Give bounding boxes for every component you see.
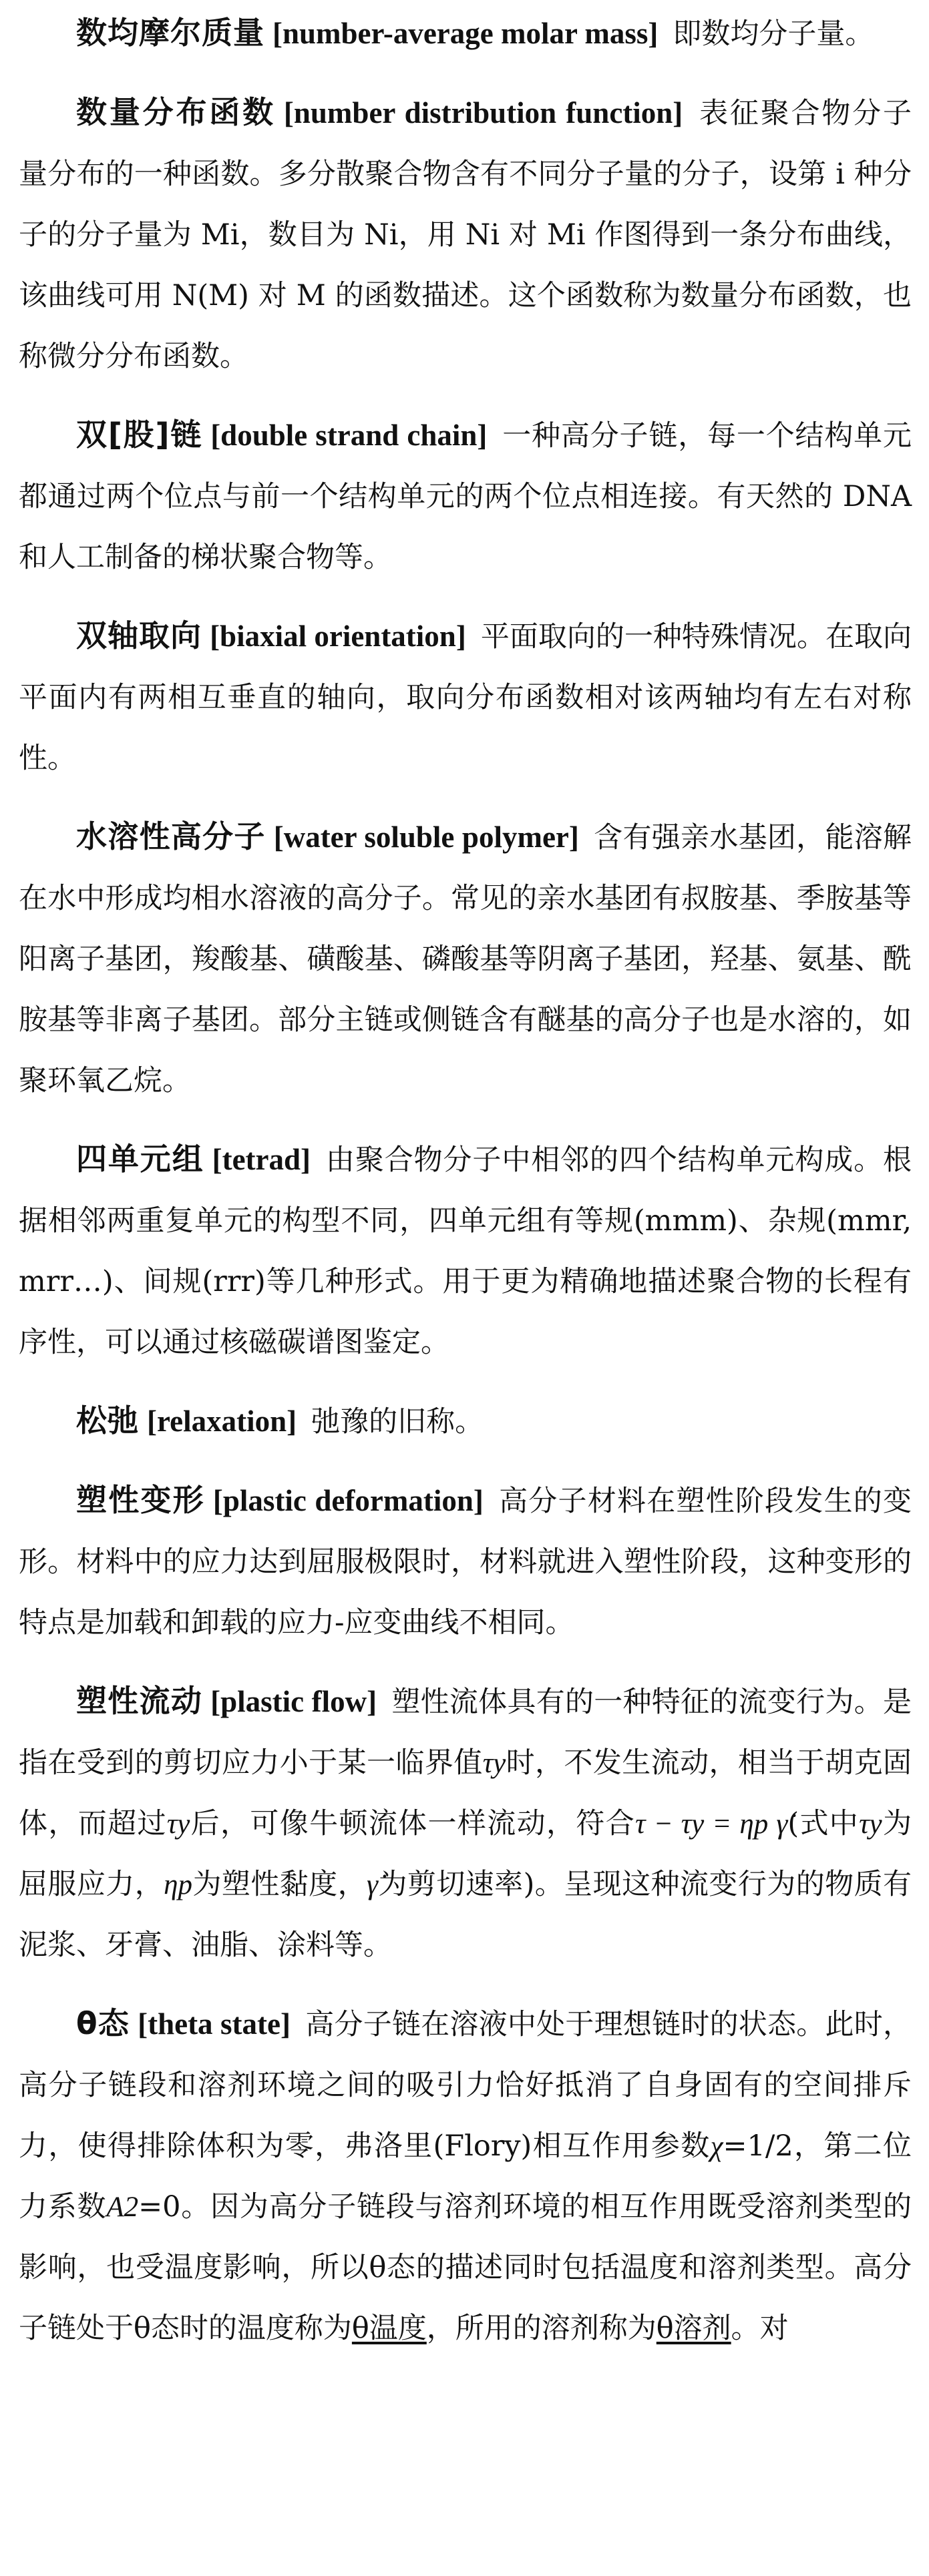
entry-plastic-flow (19, 1671, 912, 1976)
entry-english: [double strand chain] (210, 419, 488, 452)
entry-definition-text: 。对 (731, 2312, 789, 2345)
entry-english: [plastic flow] (210, 1685, 377, 1718)
entry-term: 塑性流动 (76, 1683, 203, 1719)
entry-term: 数量分布函数 (76, 94, 276, 130)
entry-biaxial-orientation (19, 605, 912, 789)
plastic-viscosity-symbol: ηp (164, 1869, 193, 1900)
entry-term: 水溶性高分子 (76, 818, 266, 854)
entry-english: [relaxation] (147, 1404, 297, 1438)
entry-definition: 高分子材料在塑性阶段发生的变形。材料中的应力达到屈服极限时，材料就进入塑性阶段，这种变形的特点是加载和卸载的应力-应变曲线不相同。 (19, 1485, 912, 1639)
entry-definition-text: 为塑性黏度， (192, 1868, 367, 1901)
yield-stress-symbol: τy (482, 1748, 506, 1779)
entry-english: [number distribution function] (283, 96, 683, 130)
flory-parameter-symbol: χ (710, 2131, 723, 2162)
entry-definition-text: 时，不发生流动，相当于胡克固体，而超过 (19, 1746, 912, 1840)
entry-definition-text: 后，可像牛顿流体一样流动，符合 (190, 1807, 636, 1840)
entry-double-strand-chain (19, 405, 912, 588)
plastic-flow-equation: τ − τy = ηp γ̇ (635, 1808, 788, 1840)
entry-term: 双[股]链 (76, 417, 203, 453)
entry-definition: 即数均分子量。 (673, 17, 874, 51)
entry-english: [water soluble polymer] (273, 820, 579, 854)
entry-number-distribution-function (19, 82, 912, 387)
entry-definition: 一种高分子链，每一个结构单元都通过两个位点与前一个结构单元的两个位点相连接。有天然的 DNA 和人工制备的梯状聚合物等。 (19, 419, 912, 574)
entry-definition: 平面取向的一种特殊情况。在取向平面内有两相互垂直的轴向，取向分布函数相对该两轴均有左右对称性。 (19, 620, 912, 775)
theta-temperature-term: θ温度 (351, 2312, 427, 2345)
entry-english: [number-average molar mass] (272, 17, 659, 50)
entry-term: 塑性变形 (76, 1482, 205, 1518)
entry-theta-state (19, 1993, 912, 2359)
second-virial-coefficient-symbol: A2 (106, 2192, 139, 2223)
entry-tetrad (19, 1129, 912, 1373)
entry-definition: 由聚合物分子中相邻的四个结构单元构成。根据相邻两重复单元的构型不同，四单元组有等规(mmm)、杂规(mmr, mrr…)、间规(rrr)等几种形式。用于更为精确地描述聚合物的长程有序性，可以通过核磁碳谱图鉴定。 (19, 1143, 912, 1359)
entry-definition-text: 为剪切速率)。呈现这种流变行为的物质有泥浆、牙膏、油脂、涂料等。 (19, 1868, 912, 1962)
entry-definition-text: 高分子链在溶液中处于理想链时的状态。此时，高分子链段和溶剂环境之间的吸引力恰好抵消了自身固有的空间排斥力，使得排除体积为零，弗洛里(Flory)相互作用参数 (19, 2008, 912, 2163)
entry-definition-text: =1/2，第二位力系数 (19, 2129, 912, 2224)
entry-number-average-molar-mass (19, 3, 912, 65)
shear-rate-symbol: γ̇ (367, 1869, 378, 1900)
entry-term: θ态 (76, 2005, 130, 2041)
entry-plastic-deformation (19, 1470, 912, 1653)
entry-definition-text: 为屈服应力， (19, 1807, 912, 1901)
entry-term: 双轴取向 (76, 617, 202, 654)
entry-relaxation (19, 1390, 912, 1453)
entry-definition-text: (式中 (787, 1807, 860, 1840)
entry-term: 松弛 (76, 1402, 139, 1439)
entry-english: [plastic deformation] (212, 1484, 484, 1517)
entry-definition: 表征聚合物分子量分布的一种函数。多分散聚合物含有不同分子量的分子，设第 i 种分子的分子量为 Mi，数目为 Ni，用 Ni 对 Mi 作图得到一条分布曲线，该曲线可用 N(M) 对 M 的函数描述。这个函数称为数量分布函数，也称微分分布函数。 (19, 97, 912, 373)
entry-definition-text: 塑性流体具有的一种特征的流变行为。是指在受到的剪切应力小于某一临界值 (19, 1686, 912, 1780)
yield-stress-symbol: τy (166, 1808, 190, 1840)
entry-water-soluble-polymer (19, 806, 912, 1111)
yield-stress-symbol: τy (859, 1808, 882, 1840)
entry-term: 数均摩尔质量 (76, 15, 264, 51)
entry-definition-text: ，所用的溶剂称为 (426, 2312, 657, 2345)
entry-definition: 弛豫的旧称。 (311, 1405, 484, 1439)
theta-solvent-term: θ溶剂 (656, 2312, 731, 2345)
entry-english: [theta state] (138, 2007, 291, 2041)
entry-term: 四单元组 (76, 1141, 204, 1177)
entry-english: [tetrad] (212, 1143, 311, 1176)
entry-definition-text: =0。因为高分子链段与溶剂环境的相互作用既受溶剂类型的影响，也受温度影响，所以θ态的描述同时包括温度和溶剂类型。高分子链处于θ态时的温度称为 (19, 2190, 912, 2345)
entry-definition: 含有强亲水基团，能溶解在水中形成均相水溶液的高分子。常见的亲水基团有叔胺基、季胺基等阳离子基团，羧酸基、磺酸基、磷酸基等阴离子基团，羟基、氨基、酰胺基等非离子基团。部分主链或侧链含有醚基的高分子也是水溶的，如聚环氧乙烷。 (19, 821, 912, 1097)
entry-english: [biaxial orientation] (210, 619, 466, 653)
